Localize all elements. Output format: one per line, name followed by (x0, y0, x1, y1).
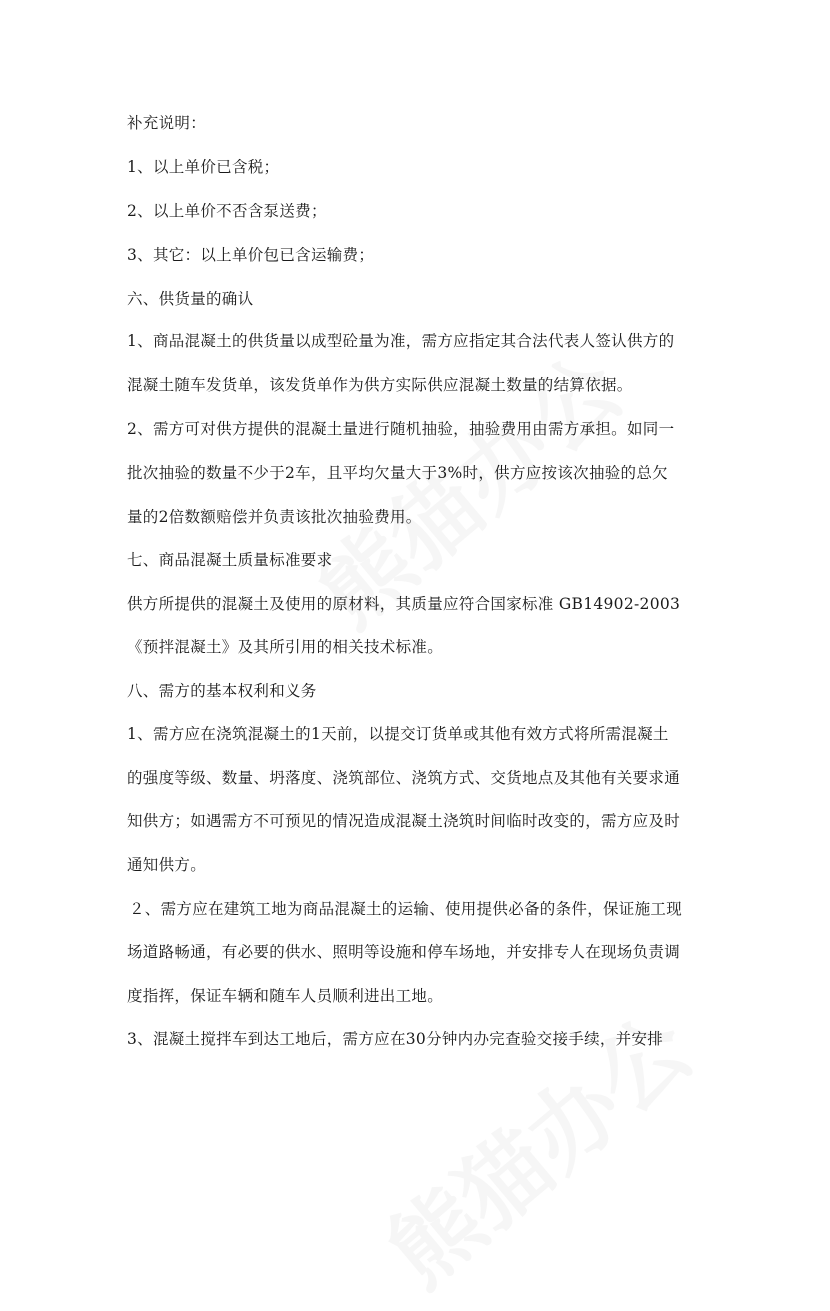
paragraph-line: 2、需方可对供方提供的混凝土量进行随机抽验，抽验费用由需方承担。如同一 (127, 420, 675, 438)
paragraph-line: 3、混凝土搅拌车到达工地后，需方应在30分钟内办完查验交接手续，并安排 (127, 1030, 664, 1048)
paragraph-line: 量的2倍数额赔偿并负责该批次抽验费用。 (127, 508, 422, 526)
paragraph-line: 知供方；如遇需方不可预见的情况造成混凝土浇筑时间临时改变的，需方应及时 (127, 812, 681, 830)
paragraph-line: 1、商品混凝土的供货量以成型砼量为准，需方应指定其合法代表人签认供方的 (127, 332, 675, 350)
paragraph-line: ２、需方应在建筑工地为商品混凝土的运输、使用提供必备的条件，保证施工现 (129, 900, 683, 918)
paragraph-line: 《预拌混凝土》及其所引用的相关技术标准。 (127, 638, 444, 656)
paragraph-line: 混凝土随车发货单，该发货单作为供方实际供应混凝土数量的结算依据。 (127, 376, 633, 394)
paragraph-line: 场道路畅通，有必要的供水、照明等设施和停车场地，并安排专人在现场负责调 (127, 943, 681, 961)
section-heading: 七、商品混凝土质量标准要求 (127, 551, 333, 569)
paragraph-line: 通知供方。 (127, 856, 207, 874)
paragraph-line: 2、以上单价不否含泵送费； (127, 202, 327, 220)
section-heading: 六、供货量的确认 (127, 290, 254, 308)
paragraph-line: 1、以上单价已含税； (127, 158, 280, 176)
paragraph-line: 1、需方应在浇筑混凝土的1天前，以提交订货单或其他有效方式将所需混凝土 (127, 725, 669, 743)
section-heading: 八、需方的基本权利和义务 (127, 682, 317, 700)
paragraph-line: 3、其它：以上单价包已含运输费； (127, 246, 375, 264)
paragraph-line: 供方所提供的混凝土及使用的原材料，其质量应符合国家标准 GB14902-2003 (127, 595, 681, 613)
supplement-heading: 补充说明： (127, 114, 207, 132)
paragraph-line: 的强度等级、数量、坍落度、浇筑部位、浇筑方式、交货地点及其他有关要求通 (127, 769, 681, 787)
paragraph-line: 度指挥，保证车辆和随车人员顺利进出工地。 (127, 987, 444, 1005)
paragraph-line: 批次抽验的数量不少于2车，且平均欠量大于3%时，供方应按该次抽验的总欠 (127, 464, 668, 482)
